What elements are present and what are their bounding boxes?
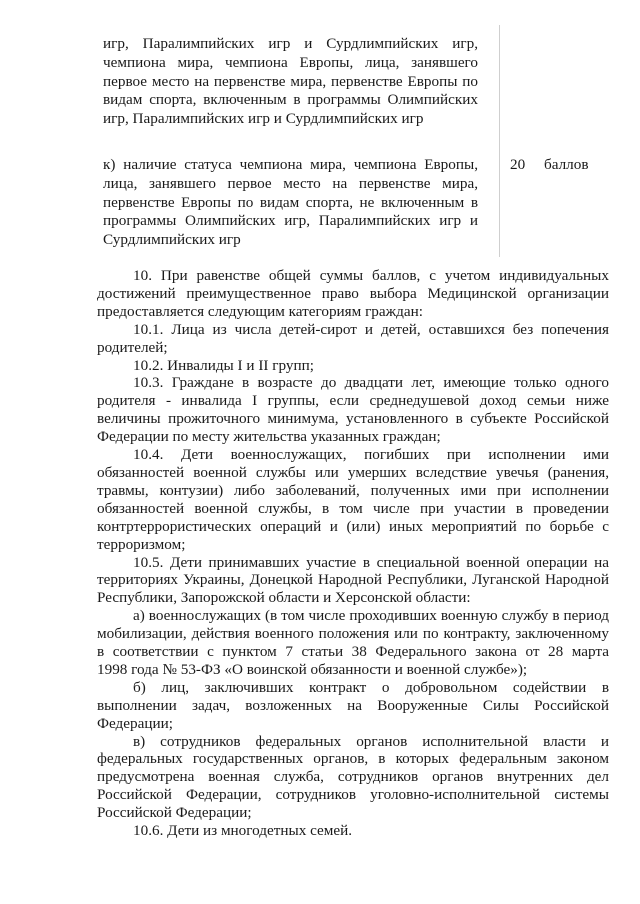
criteria-line: чемпиона мира, чемпиона Европы, лица, занявшего: [103, 53, 478, 71]
table-column-divider: [499, 25, 500, 257]
criteria-line: видам спорта, включенным в программы Олимпийских: [103, 91, 478, 109]
priority-categories-section: [97, 267, 609, 840]
paragraph-line: 10.5. Дети принимавших участие в специальной военной операции на: [133, 553, 609, 571]
paragraph-line: территориях Украины, Донецкой Народной Республики, Луганской Народной: [97, 571, 609, 589]
criteria-line: программы Олимпийских игр, Паралимпийских игр и: [103, 212, 478, 230]
criteria-line: Сурдлимпийских игр: [103, 231, 241, 249]
paragraph-line: Республики, Запорожской области и Херсонской области:: [97, 589, 471, 607]
paragraph-line: обязанностей военной службы или умерших вследствие увечья (ранения,: [97, 463, 609, 481]
paragraph-line: Федерации;: [97, 714, 173, 732]
paragraph-line: 10.2. Инвалиды I и II групп;: [133, 356, 314, 374]
criteria-line: первенстве Европы по видам спорта, не включенным в: [103, 193, 478, 211]
paragraph-line: достижений преимущественное право выбора Медицинской организации: [97, 284, 609, 302]
paragraph-line: 10. При равенстве общей суммы баллов, с учетом индивидуальных: [133, 267, 609, 284]
paragraph-line: б) лиц, заключивших контракт о добровольном содействии в: [133, 678, 609, 696]
paragraph-line: родителей;: [97, 338, 168, 356]
paragraph-line: обязанностей военной службы, в том числе при участии в проведении: [97, 499, 609, 517]
score-value: 20: [510, 156, 526, 173]
paragraph-line: Российской Федерации;: [97, 804, 252, 822]
paragraph-line: а) военнослужащих (в том числе проходивших военную службу в период: [133, 607, 609, 625]
criteria-row-k: [103, 156, 478, 250]
paragraph-line: предоставляется следующим категориям граждан:: [97, 302, 423, 320]
paragraph-line: травмы, контузии) либо заболеваний, полученных ими при исполнении: [97, 481, 609, 499]
paragraph-line: величины прожиточного минимума, установленного в субъекте Российской: [97, 410, 609, 428]
criteria-row-continued: [103, 35, 478, 129]
paragraph-line: федеральных государственных органов, в которых федеральным законом: [97, 750, 609, 768]
criteria-line: лица, занявшего первое место на первенстве мира,: [103, 174, 478, 192]
paragraph-line: выполнении задач, возложенных на Вооруженные Силы Российской: [97, 696, 609, 714]
paragraph-line: в соответствии с пунктом 7 статьи 38 Федерального закона от 28 марта: [97, 643, 609, 661]
paragraph-line: в) сотрудников федеральных органов исполнительной власти и: [133, 732, 609, 750]
paragraph-line: Российской Федерации, сотрудников уголовно-исполнительной системы: [97, 786, 609, 804]
criteria-line: к) наличие статуса чемпиона мира, чемпиона Европы,: [103, 156, 478, 173]
paragraph-line: 10.1. Лица из числа детей-сирот и детей, оставшихся без попечения: [133, 320, 609, 338]
paragraph-line: предусмотрена военная служба, сотрудников органов внутренних дел: [97, 768, 609, 786]
paragraph-line: 10.6. Дети из многодетных семей.: [133, 822, 353, 840]
paragraph-line: 1998 года № 53-ФЗ «О воинской обязанности и военной службе»);: [97, 660, 528, 678]
paragraph-line: Федерации по месту жительства указанных граждан;: [97, 428, 441, 446]
paragraph-line: родителя - инвалида I группы, если среднедушевой доход семьи ниже: [97, 392, 609, 410]
criteria-line: первое место на первенстве мира, первенстве Европы по: [103, 72, 478, 90]
paragraph-line: терроризмом;: [97, 535, 186, 553]
paragraph-line: 10.4. Дети военнослужащих, погибших при исполнении ими: [133, 446, 609, 464]
paragraph-line: 10.3. Граждане в возрасте до двадцати лет, имеющие только одного: [133, 374, 609, 392]
paragraph-line: контртеррористических операций и (или) иных мероприятий по борьбе с: [97, 517, 609, 535]
score-unit: баллов: [544, 156, 589, 173]
criteria-line: игр, Паралимпийских игр и Сурдлимпийских игр,: [103, 35, 478, 52]
criteria-line: игр, Паралимпийских игр и Сурдлимпийских игр: [103, 110, 424, 128]
paragraph-line: мобилизации, действия военного положения или по контракту, заключенному: [97, 625, 609, 643]
